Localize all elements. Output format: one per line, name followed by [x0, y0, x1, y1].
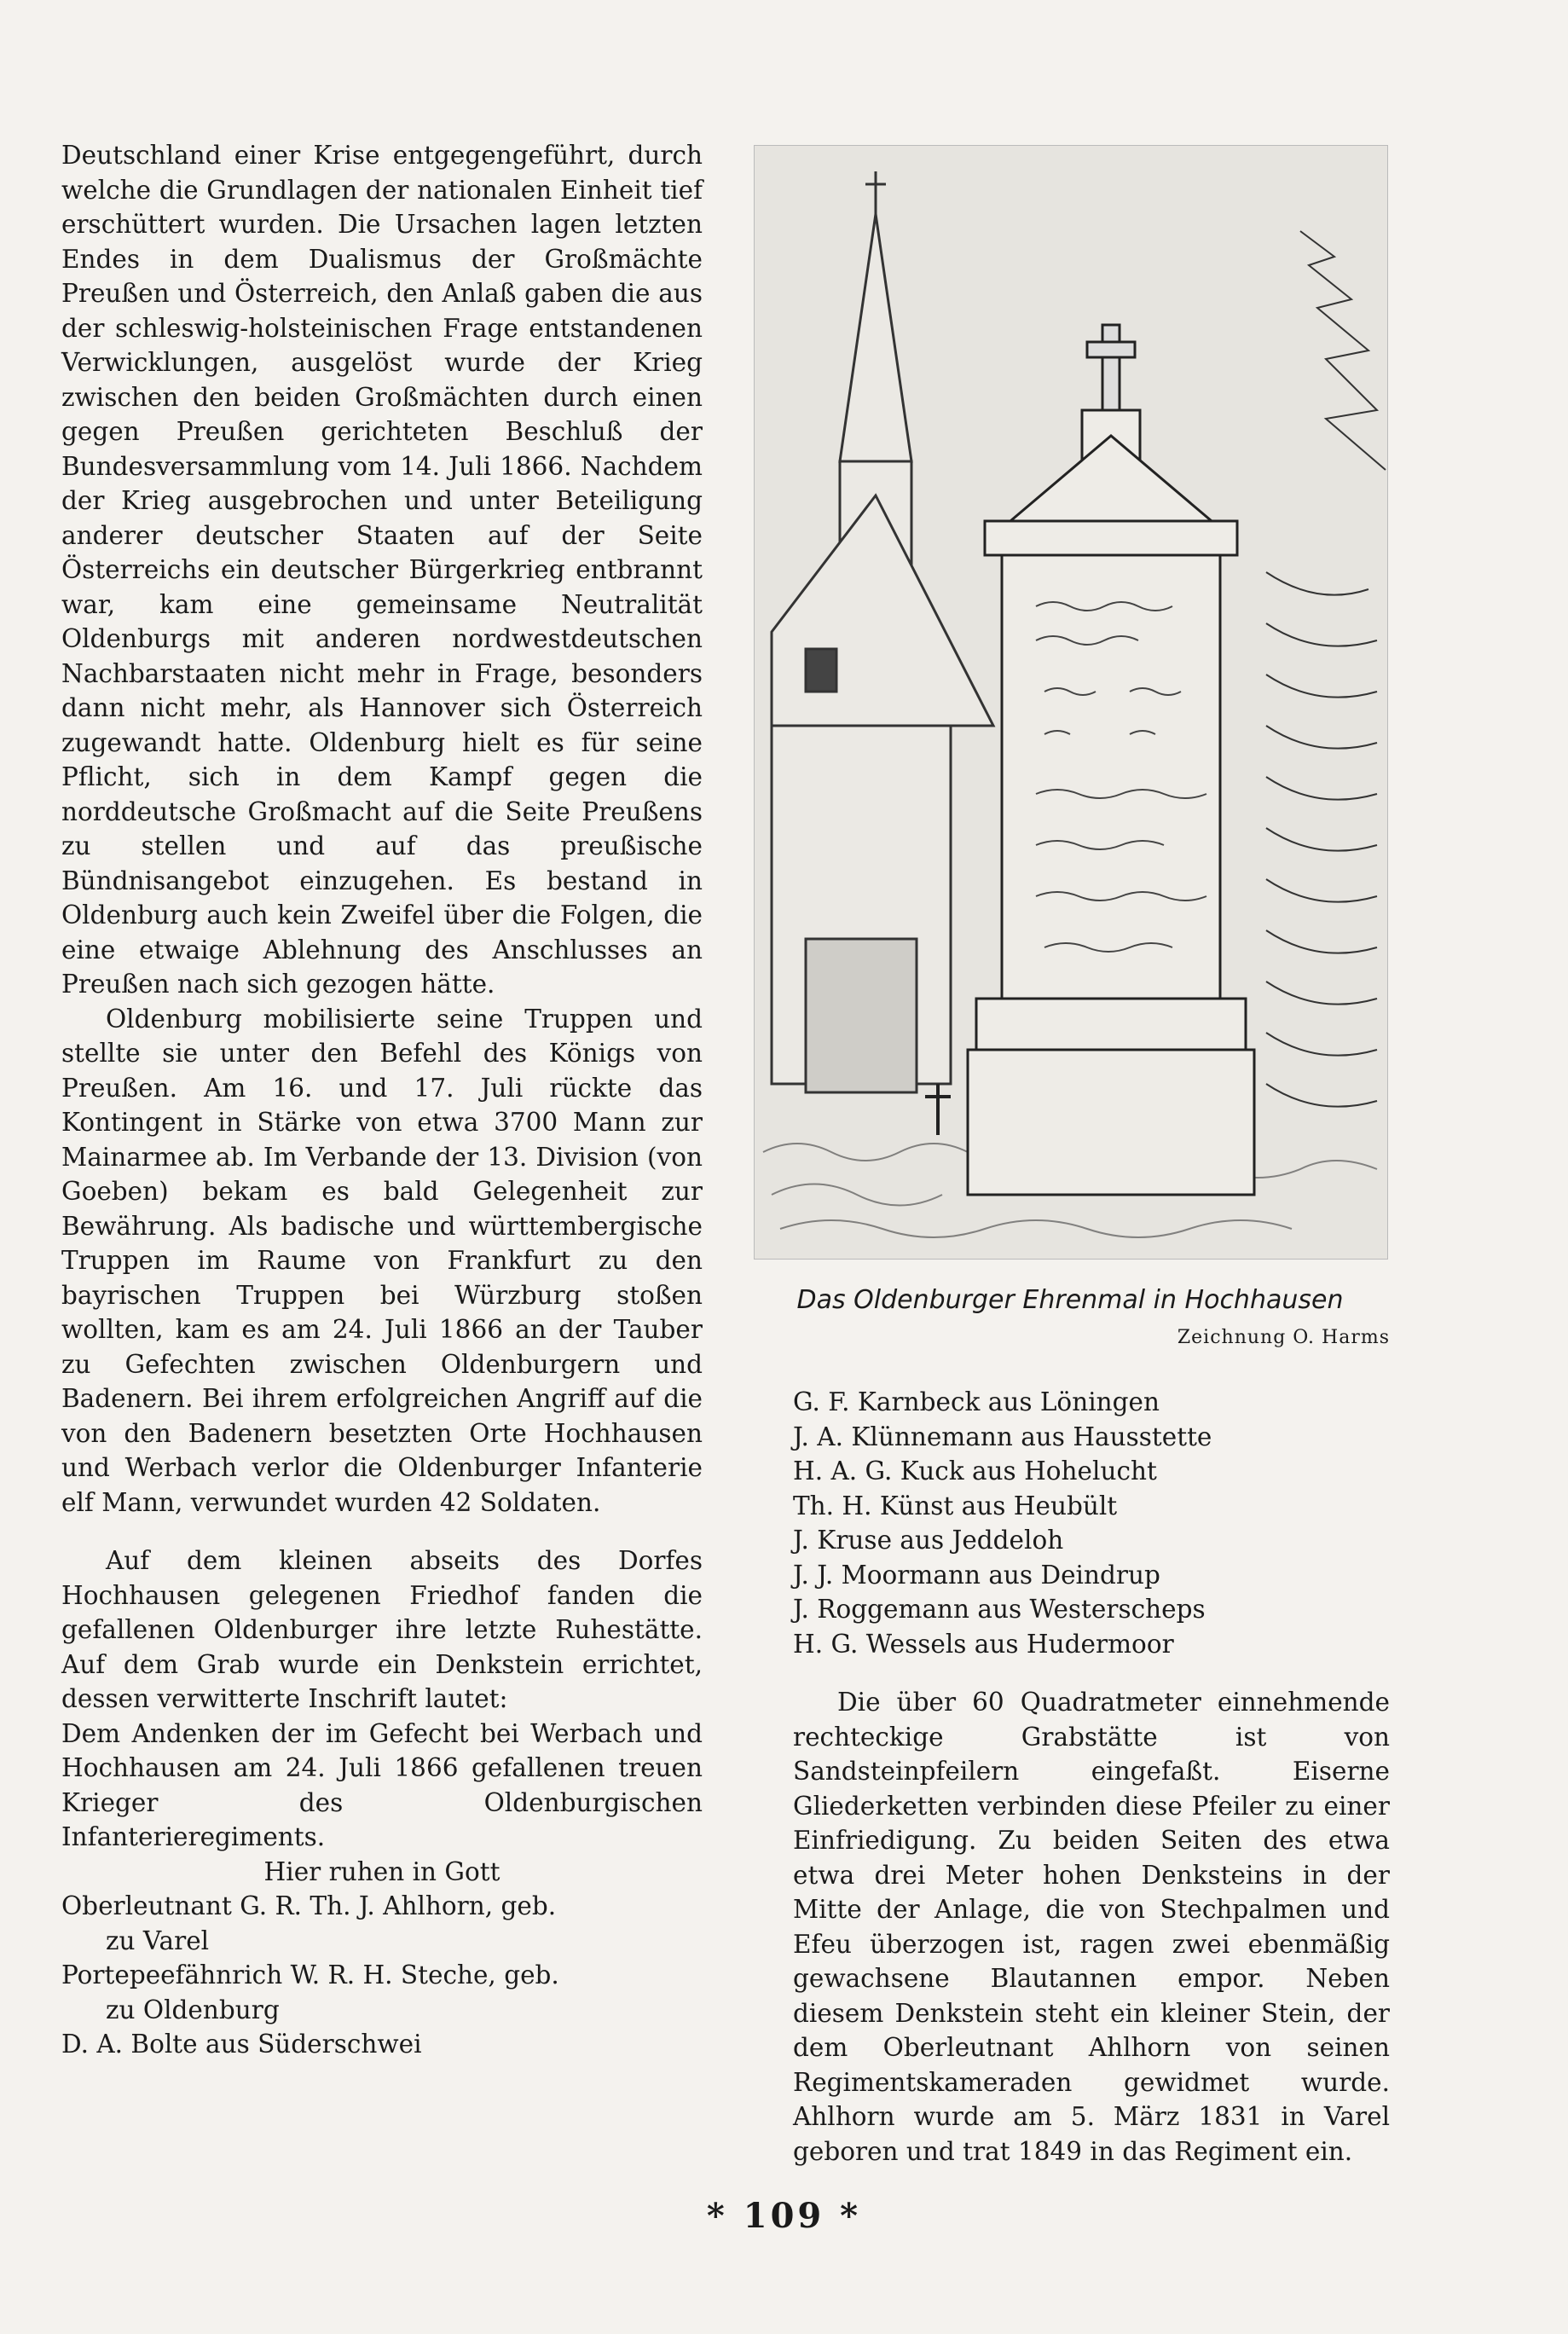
list-item: J. Kruse aus Jeddeloh [793, 1526, 1064, 1555]
fallen-officers-list [61, 1889, 703, 2062]
list-item [61, 1889, 703, 1958]
paragraph-4: Die über 60 Quadratmeter einnehmende rechteckige Grabstätte ist von Sandsteinpfeilern eingefaßt. Eiserne Gliederketten verbinden diese Pfeiler zu einer Einfriedigung. Zu beiden Seiten des etwa etwa drei Meter hohen Denksteins in der Mitte der Anlage, die von Stechpalmen und Efeu überzogen ist, ragen zwei ebenmäßig gewachsene Blautannen empor. Neben diesem Denkstein steht ein kleiner Stein, der dem Oberleutnant Ahlhorn von seinen Regimentskameraden gewidmet wurde. Ahlhorn wurde am 5. März 1831 in Varel geboren und trat 1849 in das Regiment ein. [793, 1688, 1390, 2166]
list-item: H. A. G. Kuck aus Hohelucht [793, 1457, 1157, 1486]
list-item [61, 1958, 703, 2027]
entry-sub: zu Oldenburg [106, 1995, 280, 2024]
memorial-sketch-image [755, 146, 1387, 1259]
list-item: J. A. Klünnemann aus Hausstette [793, 1422, 1212, 1451]
paragraph-1: Deutschland einer Krise entgegengeführt, durch welche die Grundlagen der nationalen Einheit tief erschüttert wurden. Die Ursachen lagen letzten Endes in dem Dualismus der Großmächte Preußen und Österreich, den Anlaß gaben die aus der schleswig-holsteinischen Frage entstandenen Verwicklungen, ausgelöst wurde der Krieg zwischen den beiden Großmächten durch einen gegen Preußen gerichteten Beschluß der Bundesversammlung vom 14. Juli 1866. Nachdem der Krieg ausgebrochen und unter Beteiligung anderer deutscher Staaten auf der Seite Österreichs ein deutscher Bürgerkrieg entbrannt war, kam eine gemeinsame Neutralität Oldenburgs mit anderen nordwestdeutschen Nachbarstaaten nicht mehr in Frage, besonders dann nicht mehr, als Hannover sich Österreich zugewandt hatte. Oldenburg hielt es für seine Pflicht, sich in dem Kampf gegen die norddeutsche Großmacht auf die Seite Preußens zu stellen und auf das preußische Bündnisangebot einzugehen. Es bestand in Oldenburg auch kein Zweifel über die Folgen, die eine etwaige Ablehnung des Anschlusses an Preußen nach sich gezogen hätte. [61, 141, 703, 999]
page-number: * 109 * [706, 2196, 862, 2236]
fallen-soldiers-list [793, 1385, 1390, 1661]
left-column [61, 138, 703, 2062]
figure-caption: Das Oldenburger Ehrenmal in Hochhausen [796, 1285, 1344, 1315]
right-column [793, 1385, 1390, 2169]
inscription-text: Dem Andenken der im Gefecht bei Werbach und Hochhausen am 24. Juli 1866 gefallenen treuen Krieger des Oldenburgischen Infanterieregiments. [61, 1718, 703, 1851]
list-item: G. F. Karnbeck aus Löningen [793, 1387, 1160, 1416]
list-item: J. Roggemann aus Westerscheps [793, 1595, 1206, 1624]
entry-sub: zu Varel [106, 1926, 210, 1955]
entry-main: Portepeefähnrich W. R. H. Steche, geb. [61, 1960, 559, 1989]
inscription-heading: Hier ruhen in Gott [263, 1856, 500, 1886]
figure-credit: Zeichnung O. Harms [1177, 1327, 1390, 1348]
list-item: H. G. Wessels aus Hudermoor [793, 1629, 1174, 1659]
entry-main: Oberleutnant G. R. Th. J. Ahlhorn, geb. [61, 1891, 557, 1920]
list-item: J. J. Moormann aus Deindrup [793, 1560, 1160, 1590]
list-item: Th. H. Künst aus Heubült [793, 1491, 1118, 1520]
memorial-drawing [754, 145, 1388, 1260]
entry-main: D. A. Bolte aus Süderschwei [61, 2030, 422, 2059]
paragraph-3: Auf dem kleinen abseits des Dorfes Hochhausen gelegenen Friedhof fanden die gefallenen Oldenburger ihre letzte Ruhestätte. Auf dem Grab wurde ein Denkstein errichtet, dessen verwitterte Inschrift lautet: [61, 1546, 703, 1713]
list-item [61, 2027, 703, 2062]
paragraph-2: Oldenburg mobilisierte seine Truppen und stellte sie unter den Befehl des Königs von Preußen. Am 16. und 17. Juli rückte das Kontingent in Stärke von etwa 3700 Mann zur Mainarmee ab. Im Verbande der 13. Division (von Goeben) bekam es bald Gelegenheit zur Bewährung. Als badische und württembergische Truppen im Raume von Frankfurt zu den bayrischen Truppen bei Würzburg stoßen wollten, kam es am 24. Juli 1866 an der Tauber zu Gefechten zwischen Oldenburgern und Badenern. Bei ihrem erfolgreichen Angriff auf die von den Badenern besetzten Orte Hochhausen und Werbach verlor die Oldenburger Infanterie elf Mann, verwundet wurden 42 Soldaten. [61, 1004, 703, 1517]
